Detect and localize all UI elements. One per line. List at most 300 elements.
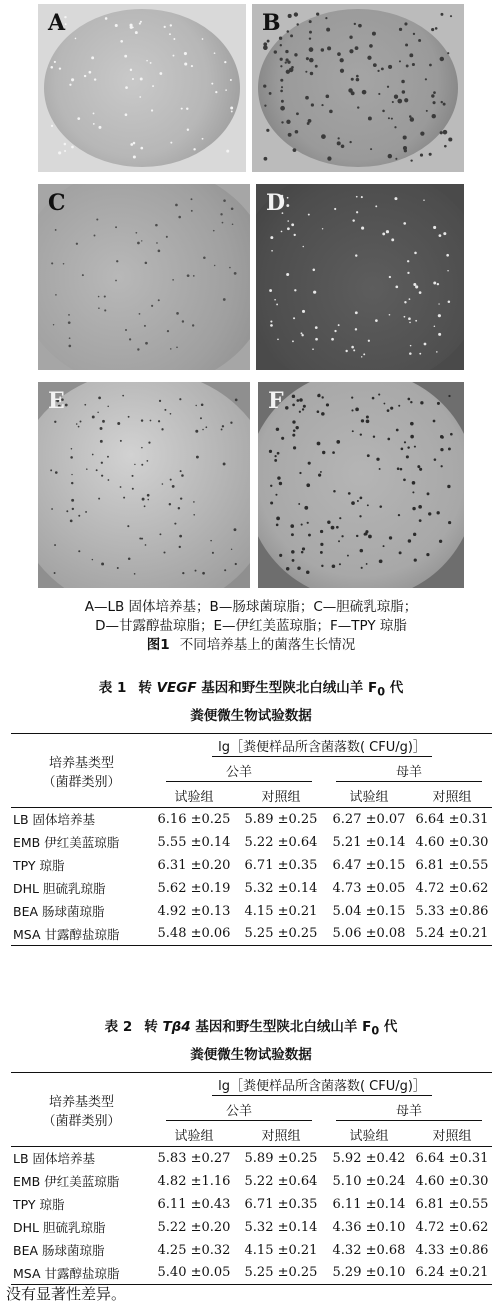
colony-dot: [94, 78, 96, 80]
colony-dot: [384, 403, 386, 405]
colony-dot: [191, 210, 193, 212]
panel-label: F: [268, 388, 284, 414]
colony-dot: [144, 505, 146, 507]
colony-dot: [166, 236, 168, 238]
colony-dot: [433, 226, 436, 229]
colony-dot: [327, 46, 331, 50]
panel-label: B: [262, 10, 281, 36]
colony-dot: [398, 514, 400, 516]
colony-dot: [92, 416, 95, 419]
colony-dot: [353, 349, 355, 351]
colony-dot: [285, 61, 287, 63]
header-measure: [152, 734, 492, 760]
colony-dot: [391, 118, 393, 120]
colony-dot: [308, 214, 310, 216]
table-row: [11, 854, 492, 877]
colony-dot: [287, 220, 289, 222]
colony-dot: [389, 314, 391, 316]
colony-dot: [357, 500, 359, 502]
colony-dot: [127, 525, 129, 527]
colony-dot: [294, 234, 296, 236]
colony-dot: [115, 280, 117, 282]
header-male: [152, 760, 326, 784]
colony-dot: [399, 28, 402, 31]
colony-dot: [315, 326, 318, 329]
colony-dot: [440, 448, 443, 451]
value-cell: 5.40 ±0.05: [152, 1262, 236, 1285]
colony-dot: [434, 325, 436, 327]
value-cell: 6.81 ±0.55: [415, 1196, 489, 1212]
colony-dots: [252, 4, 464, 172]
colony-dot: [108, 479, 110, 481]
title-text: 转: [138, 680, 157, 696]
header-female-text: 母羊: [336, 761, 482, 782]
colony-dot: [302, 547, 305, 550]
colony-dot: [370, 148, 372, 150]
colony-dot: [306, 570, 310, 574]
colony-dot: [145, 262, 148, 265]
colony-dot: [373, 63, 377, 67]
colony-dot: [184, 62, 187, 65]
colony-dot: [340, 69, 344, 73]
colony-dot: [70, 520, 73, 523]
colony-dot: [155, 224, 158, 227]
colony-dot: [280, 90, 283, 93]
colony-dot: [351, 346, 354, 349]
value-cell: 4.15 ±0.21: [244, 1242, 318, 1258]
colony-dot: [141, 538, 143, 540]
colony-dot: [51, 508, 53, 510]
colony-dot: [383, 545, 385, 547]
colony-dot: [410, 422, 414, 426]
title-text: 代: [379, 1019, 398, 1035]
colony-dots: [38, 4, 246, 172]
colony-dot: [184, 52, 187, 55]
colony-dot: [210, 540, 212, 542]
colony-dot: [441, 436, 444, 439]
colony-dot: [193, 514, 195, 516]
colony-dot: [176, 346, 178, 348]
colony-dot: [419, 353, 421, 355]
colony-dot: [285, 406, 288, 409]
colony-dot: [68, 345, 71, 348]
colony-dot: [124, 55, 127, 58]
colony-dot: [212, 552, 214, 554]
colony-dot: [89, 71, 92, 74]
colony-dot: [141, 447, 143, 449]
header-measure-text: lg［粪便样品所含菌落数( CFU/g)］: [212, 1075, 432, 1096]
colony-dot: [71, 499, 74, 502]
colony-dot: [164, 26, 166, 28]
colony-dot: [338, 137, 340, 139]
colony-dot: [313, 269, 316, 272]
colony-dot: [360, 549, 364, 553]
colony-dot: [429, 153, 432, 156]
medium-cell: LB 固体培养基: [11, 808, 152, 831]
colony-dot: [326, 95, 330, 99]
colony-dot: [129, 24, 132, 27]
value-cell: 5.32 ±0.14: [244, 1219, 318, 1235]
colony-dot: [276, 524, 279, 527]
colony-dot: [222, 222, 224, 224]
colony-dot: [403, 146, 407, 150]
table-number: 表 2: [104, 1019, 133, 1035]
colony-dot: [132, 78, 134, 80]
colony-dot: [146, 60, 148, 62]
colony-dot: [98, 307, 100, 309]
colony-dot: [274, 455, 276, 457]
value-cell: 6.16 ±0.25: [152, 808, 236, 831]
colony-dot: [263, 84, 266, 87]
colony-dot: [50, 66, 53, 69]
panel-label: C: [48, 190, 66, 216]
colony-dot: [158, 420, 160, 422]
colony-dot: [404, 22, 407, 25]
colony-dot: [279, 554, 282, 557]
colony-dot: [408, 398, 411, 401]
table-2: [11, 1072, 492, 1285]
colony-dot: [135, 232, 137, 234]
colony-dot: [397, 467, 400, 470]
colony-dot: [409, 298, 411, 300]
colony-dot: [410, 401, 412, 403]
table-1-title-line-2: 粪便微生物试验数据: [190, 708, 312, 724]
colony-dot: [202, 572, 205, 575]
colony-dot: [132, 475, 134, 477]
colony-dot: [340, 58, 344, 62]
colony-dot: [356, 196, 358, 198]
colony-dot: [297, 566, 300, 569]
value-cell: 6.71 ±0.35: [244, 1196, 318, 1212]
table-row: [11, 877, 492, 900]
colony-dot: [299, 411, 301, 413]
colony-dot: [196, 456, 199, 459]
colony-dot: [407, 272, 409, 274]
header-test: 试验组: [349, 1128, 389, 1144]
colony-dot: [305, 96, 309, 100]
colony-dot: [187, 274, 190, 277]
colony-dot: [69, 337, 71, 339]
colony-dot: [301, 524, 303, 526]
value-cell: 5.32 ±0.14: [244, 880, 318, 896]
colony-dot: [290, 524, 294, 528]
colony-dot: [179, 398, 181, 400]
colony-dot: [437, 511, 440, 514]
colony-dot: [222, 425, 224, 427]
colony-dot: [91, 56, 94, 59]
colony-dot: [306, 483, 310, 487]
colony-dot: [181, 108, 183, 110]
colony-dot: [348, 492, 351, 495]
header-test: 试验组: [174, 1128, 214, 1144]
colony-dot: [412, 507, 415, 510]
colony-dot: [379, 468, 381, 470]
colony-dot: [264, 105, 266, 107]
colony-dot: [363, 353, 365, 355]
petri-dish-photo-d: [256, 184, 464, 370]
header-control: 对照组: [432, 789, 472, 805]
colony-dot: [117, 422, 120, 425]
colony-dot: [84, 404, 86, 406]
colony-dot: [72, 508, 74, 510]
colony-dot: [388, 65, 392, 69]
title-text: 代: [385, 680, 404, 696]
colony-dot: [368, 535, 372, 539]
colony-dot: [308, 462, 311, 465]
header-male-text: 公羊: [166, 1100, 312, 1121]
colony-dot: [409, 322, 411, 324]
colony-dot: [77, 117, 80, 120]
colony-dot: [51, 262, 53, 264]
value-cell: 6.64 ±0.31: [412, 808, 492, 831]
colony-dot: [386, 230, 389, 233]
value-cell: 4.33 ±0.86: [415, 1242, 489, 1258]
colony-dot: [169, 33, 171, 35]
header-test: 试验组: [349, 789, 389, 805]
colony-dot: [180, 470, 182, 472]
colony-dot: [447, 485, 450, 488]
medium-cell: DHL 胆硫乳琼脂: [13, 1220, 106, 1235]
colony-dot: [161, 428, 163, 430]
colony-dot: [292, 420, 295, 423]
colony-dot: [128, 416, 130, 418]
value-cell: 6.47 ±0.15: [332, 857, 406, 873]
header-test: 试验组: [174, 789, 214, 805]
colony-dot: [279, 37, 282, 40]
colony-dots: [38, 184, 250, 370]
colony-dot: [115, 226, 117, 228]
colony-dot: [55, 229, 57, 231]
colony-dot: [412, 491, 414, 493]
colony-dot: [139, 22, 141, 24]
colony-dot: [361, 196, 363, 198]
colony-dot: [294, 12, 298, 16]
colony-dot: [305, 71, 307, 73]
colony-dot: [286, 204, 289, 207]
colony-dot: [173, 55, 175, 57]
table-number: 表 1: [98, 680, 127, 696]
colony-dot: [223, 199, 226, 202]
colony-dot: [414, 252, 417, 255]
petri-dish-photo-e: [38, 382, 250, 588]
colony-dot: [437, 283, 439, 285]
colony-dot: [180, 497, 182, 499]
medium-cell: TPY 琼脂: [13, 1197, 65, 1212]
colony-dot: [100, 440, 103, 443]
colony-dot: [96, 469, 98, 471]
figure-caption-text: 不同培养基上的菌落生长情况: [179, 637, 356, 653]
colony-dot: [94, 235, 96, 237]
colony-dot: [388, 117, 390, 119]
value-cell: 6.71 ±0.35: [244, 857, 318, 873]
colony-dot: [93, 123, 95, 125]
header-medium-line-1: 培养基类型: [48, 755, 114, 771]
colony-dot: [144, 325, 146, 327]
colony-dot: [100, 427, 103, 430]
colony-dot: [193, 501, 195, 503]
header-female: [326, 760, 492, 784]
colony-dots: [38, 382, 250, 588]
colony-dot: [309, 20, 312, 23]
colony-dot: [322, 228, 323, 229]
colony-dot: [410, 435, 414, 439]
colony-dot: [215, 91, 217, 93]
colony-dot: [450, 433, 453, 436]
colony-dot: [84, 75, 86, 77]
colony-dot: [302, 408, 304, 410]
colony-dot: [280, 44, 282, 46]
table-row: [11, 900, 492, 923]
colony-dot: [306, 57, 309, 60]
colony-dot: [317, 442, 321, 446]
medium-cell: BEA 肠球菌琼脂: [13, 904, 105, 919]
colony-dot: [326, 403, 329, 406]
colony-dot: [286, 567, 290, 571]
colony-dot: [373, 435, 375, 437]
colony-dot: [266, 129, 269, 132]
colony-dot: [232, 223, 234, 225]
colony-dot: [65, 404, 68, 407]
colony-dot: [309, 47, 314, 52]
colony-dot: [358, 24, 362, 28]
petri-dish-photo-c: [38, 184, 250, 370]
colony-dot: [325, 17, 327, 19]
colony-dot: [182, 572, 184, 574]
colony-dot: [293, 317, 295, 319]
colony-dot: [234, 272, 237, 275]
colony-dot: [448, 448, 451, 451]
colony-dot: [292, 340, 294, 342]
value-cell: 6.11 ±0.14: [332, 1196, 406, 1212]
colony-dot: [336, 526, 339, 529]
colony-dot: [167, 330, 169, 332]
figure-legend-line-2: D—甘露醇盐琼脂；E—伊红美蓝琼脂；F—TPY 琼脂: [95, 618, 407, 634]
header-medium: [11, 734, 152, 808]
colony-dot: [93, 112, 95, 114]
header-medium-line-2: （菌群类别）: [42, 774, 121, 790]
colony-dot: [317, 410, 320, 413]
colony-dot: [151, 109, 153, 111]
colony-dot: [333, 490, 336, 493]
colony-dot: [351, 409, 353, 411]
value-cell: 5.62 ±0.19: [157, 880, 231, 896]
colony-dot: [301, 551, 304, 554]
colony-dot: [274, 50, 277, 53]
colony-dot: [54, 61, 56, 63]
colony-dot: [162, 483, 164, 485]
colony-dot: [366, 563, 368, 565]
table-row: [11, 923, 492, 946]
colony-dot: [356, 211, 358, 213]
colony-dot: [433, 420, 436, 423]
value-cell: 5.89 ±0.25: [236, 808, 326, 831]
colony-dot: [407, 260, 409, 262]
value-cell: 5.10 ±0.24: [332, 1173, 406, 1189]
colony-dot: [403, 136, 407, 140]
colony-dot: [337, 141, 341, 145]
colony-dot: [68, 321, 71, 324]
colony-dot: [269, 92, 272, 95]
header-medium-line-1: 培养基类型: [48, 1094, 114, 1110]
colony-dot: [120, 40, 123, 43]
colony-dot: [309, 58, 314, 63]
colony-dot: [413, 283, 416, 286]
colony-dot: [387, 86, 389, 88]
colony-dot: [320, 551, 323, 554]
colony-dot: [139, 313, 141, 315]
colony-dot: [295, 426, 298, 429]
colony-dot: [137, 348, 139, 350]
colony-dot: [321, 134, 326, 139]
colony-dot: [280, 106, 285, 111]
colony-dot: [231, 111, 233, 113]
value-cell: 4.60 ±0.30: [415, 1173, 489, 1189]
colony-dot: [321, 104, 323, 106]
value-cell: 6.81 ±0.55: [415, 857, 489, 873]
colony-dot: [406, 455, 409, 458]
colony-dot: [290, 34, 293, 37]
panel-label: A: [48, 10, 66, 36]
colony-dot: [352, 430, 354, 432]
colony-dot: [202, 138, 204, 140]
colony-dot: [378, 93, 380, 95]
colony-dot: [450, 15, 452, 17]
colony-dot: [414, 446, 416, 448]
colony-dot: [286, 273, 289, 276]
colony-dot: [436, 351, 438, 353]
colony-dot: [329, 110, 333, 114]
colony-dot: [437, 402, 440, 405]
colony-dot: [356, 78, 360, 82]
colony-dot: [382, 110, 385, 113]
colony-dot: [379, 505, 382, 508]
colony-dot: [158, 299, 160, 301]
figure-legend-line-1: A—LB 固体培养基；B—肠球菌琼脂；C—胆硫乳琼脂；: [84, 599, 418, 615]
header-female-text: 母羊: [336, 1100, 482, 1121]
colony-dot: [71, 146, 74, 149]
value-cell: 5.04 ±0.15: [332, 903, 406, 919]
colony-dot: [231, 549, 232, 550]
colony-dot: [224, 569, 226, 571]
colony-dot: [322, 451, 325, 454]
colony-dot: [125, 329, 127, 331]
colony-dot: [321, 412, 325, 416]
colony-dot: [332, 564, 336, 568]
colony-dot: [55, 294, 57, 296]
colony-dot: [125, 113, 128, 116]
colony-dot: [360, 497, 363, 500]
colony-dot: [418, 505, 422, 509]
colony-dot: [191, 65, 193, 67]
colony-dot: [394, 126, 396, 128]
colony-dot: [428, 512, 431, 515]
colony-dot: [440, 131, 443, 134]
colony-dot: [375, 319, 378, 322]
colony-dot: [281, 86, 283, 88]
colony-dot: [141, 419, 143, 421]
colony-dot: [80, 421, 82, 423]
colony-dot: [187, 129, 189, 131]
header-control: 对照组: [261, 1128, 301, 1144]
colony-dot: [438, 314, 441, 317]
colony-dot: [292, 404, 295, 407]
colony-dot: [145, 342, 148, 345]
table-row: [11, 1193, 492, 1216]
value-cell: 4.72 ±0.62: [415, 1219, 489, 1235]
colony-dot: [378, 393, 380, 395]
colony-dot: [101, 475, 103, 477]
colony-dot: [413, 533, 416, 536]
